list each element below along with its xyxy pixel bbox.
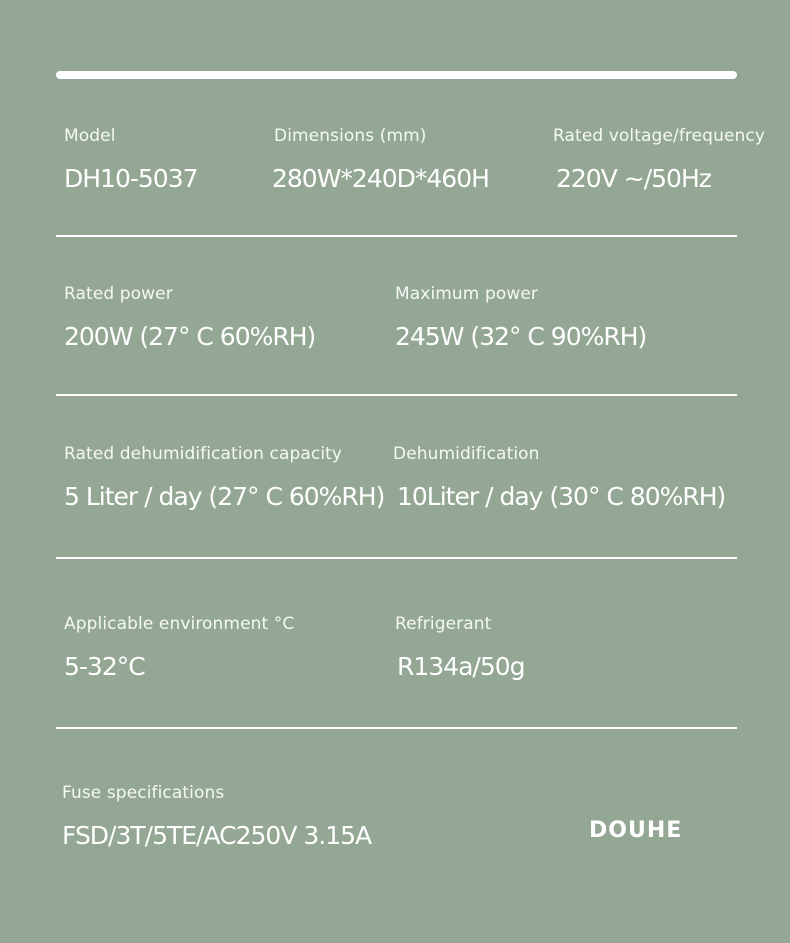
spec-value: DH10-5037 <box>64 164 198 193</box>
spec-applicable-environment <box>64 614 294 682</box>
spec-value: FSD/3T/5TE/AC250V 3.15A <box>62 821 372 850</box>
spec-value: 200W (27° C 60%RH) <box>64 322 316 351</box>
spec-value: 245W (32° C 90%RH) <box>395 322 647 351</box>
spec-value: 10Liter / day (30° C 80%RH) <box>397 482 726 511</box>
spec-refrigerant <box>395 614 525 682</box>
spec-label: Maximum power <box>395 284 539 304</box>
spec-label: Model <box>64 126 116 146</box>
divider <box>56 557 737 559</box>
top-bar <box>56 71 737 79</box>
spec-label: Fuse specifications <box>62 783 225 803</box>
spec-value: R134a/50g <box>397 652 525 681</box>
brand-logo: DOUHE <box>589 818 683 843</box>
spec-dimensions <box>274 126 489 194</box>
spec-rated-dehumidification <box>64 444 384 512</box>
spec-label: Rated voltage/frequency <box>553 126 765 146</box>
spec-label: Dimensions (mm) <box>274 126 427 146</box>
spec-value: 220V ~/50Hz <box>556 164 711 193</box>
spec-fuse <box>62 783 371 851</box>
divider <box>56 727 737 729</box>
divider <box>56 235 737 237</box>
spec-label: Rated dehumidification capacity <box>64 444 343 464</box>
spec-label: Applicable environment °C <box>64 614 295 634</box>
spec-label: Refrigerant <box>395 614 492 634</box>
spec-label: Rated power <box>64 284 173 304</box>
spec-value: 5 Liter / day (27° C 60%RH) <box>64 482 385 511</box>
spec-value: 5-32°C <box>64 652 145 681</box>
spec-label: Dehumidification <box>393 444 540 464</box>
spec-dehumidification <box>393 444 725 512</box>
divider <box>56 394 737 396</box>
spec-maximum-power <box>395 284 646 352</box>
spec-value: 280W*240D*460H <box>272 164 489 193</box>
spec-model <box>64 126 198 194</box>
spec-rated-power <box>64 284 315 352</box>
spec-rated-voltage <box>553 126 765 194</box>
